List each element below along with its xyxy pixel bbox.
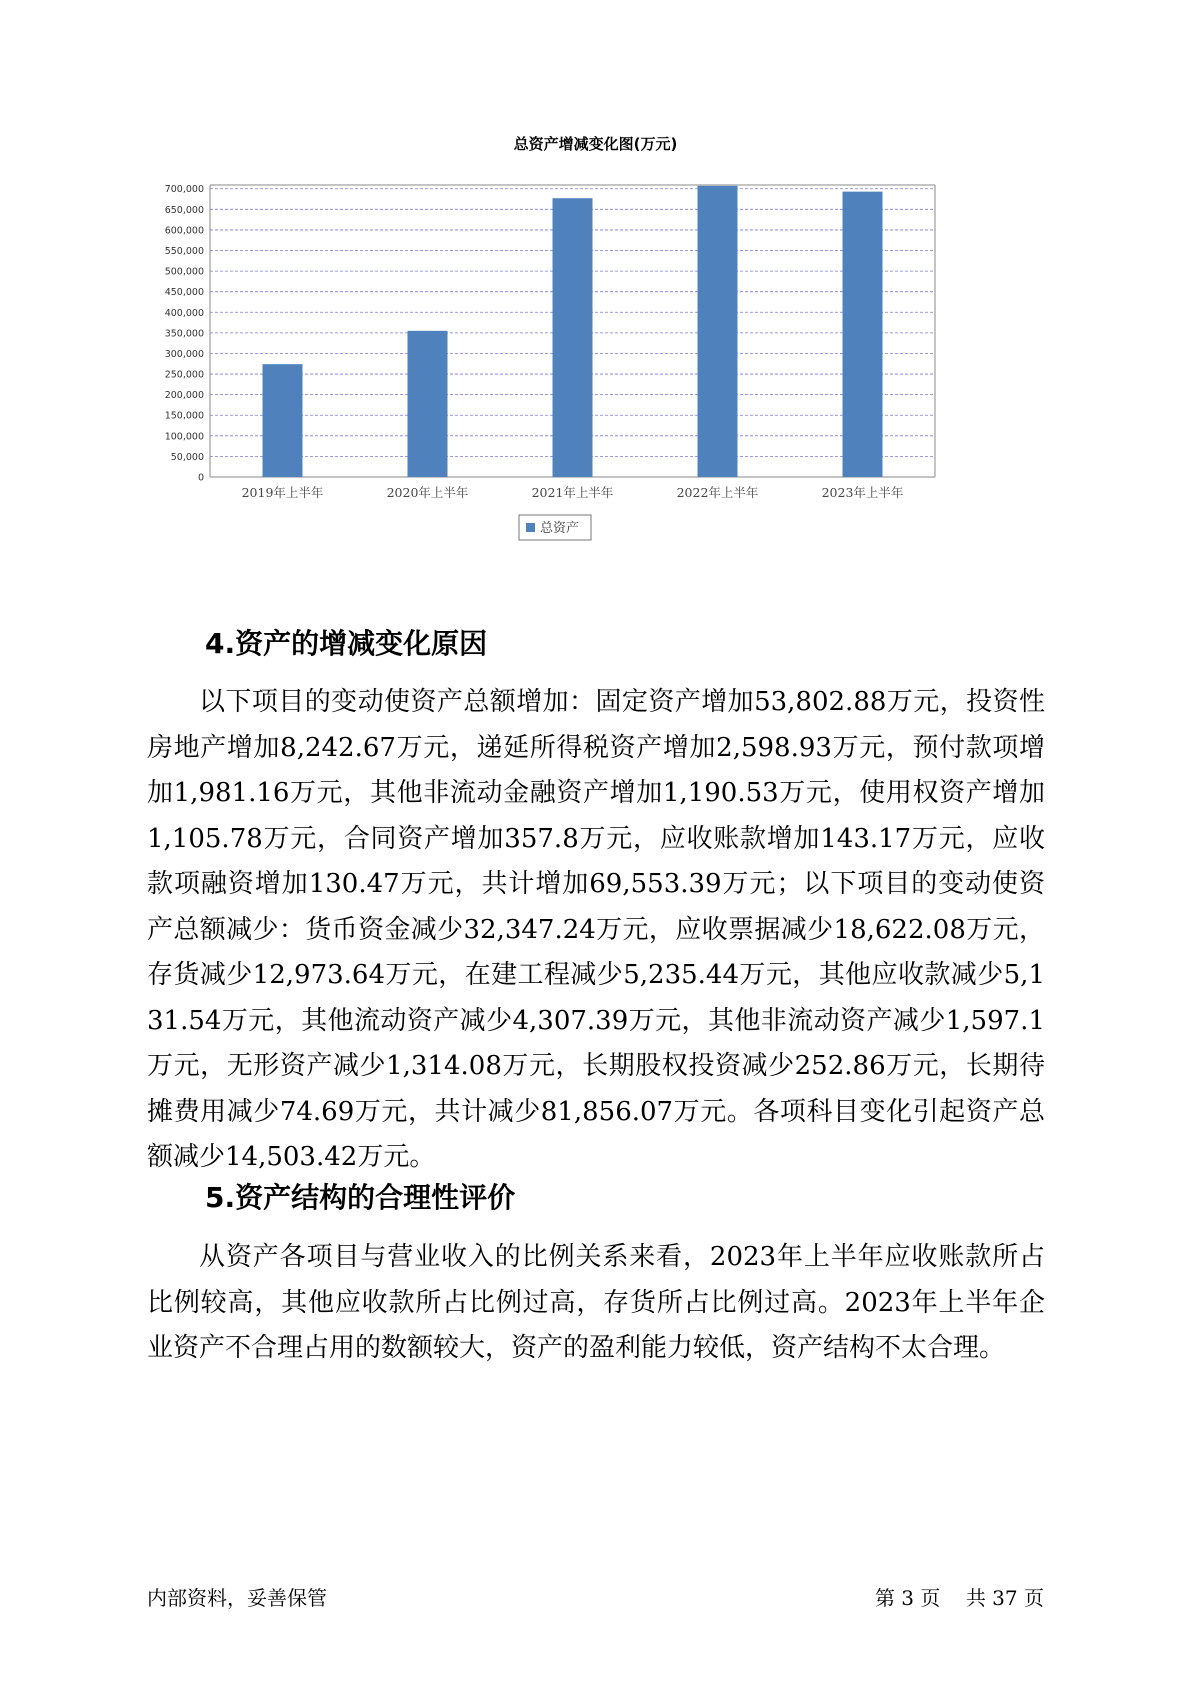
y-tick-label: 650,000 [164,204,204,216]
bar [698,186,738,477]
footer-page-info [875,1585,1044,1611]
y-tick-label: 300,000 [164,348,204,360]
bar [553,198,593,477]
bar [263,364,303,477]
legend-label: 总资产 [540,521,580,536]
bar [408,331,448,477]
chart-title: 总资产增减变化图(万元) [513,135,678,153]
y-tick-label: 600,000 [164,225,204,237]
x-tick-label: 2021年上半年 [531,485,614,500]
y-tick-label: 450,000 [164,287,204,299]
y-tick-label: 350,000 [164,328,204,340]
y-tick-label: 50,000 [170,451,204,463]
section-4-paragraph: 以下项目的变动使资产总额增加：固定资产增加53,802.88万元，投资性房地产增加8,242.67万元，递延所得税资产增加2,598.93万元，预付款项增加1,981.16万元，其他非流动金融资产增加1,190.53万元，使用权资产增加1,105.78万元，合同资产增加357.8万元，应收账款增加143.17万元，应收款项融资增加130.47万元，共计增加69,553.39万元；以下项目的变动使资产总额减少：货币资金减少32,347.24万元，应收票据减少18,622.08万元，存货减少12,973.64万元，在建工程减少5,235.44万元，其他应收款减少5,131.54万元，其他流动资产减少4,307.39万元，其他非流动资产减少1,597.1万元，无形资产减少1,314.08万元，长期股权投资减少252.86万元，长期待摊费用减少74.69万元，共计减少81,856.07万元。各项科目变化引起资产总额减少14,503.42万元。 [147,687,1045,1172]
section-5-heading: 5.资产结构的合理性评价 [205,1181,516,1214]
section-4-heading: 4.资产的增减变化原因 [205,627,488,660]
total-assets-chart [150,135,1030,595]
y-tick-label: 550,000 [164,246,204,258]
footer-page-number: 第 3 页 [874,1586,941,1610]
x-tick-label: 2020年上半年 [386,485,469,500]
x-tick-label: 2019年上半年 [241,485,324,500]
y-tick-label: 700,000 [164,184,204,196]
y-tick-label: 100,000 [164,431,204,443]
footer-confidential-note: 内部资料，妥善保管 [147,1586,327,1610]
bar [843,192,883,477]
y-tick-label: 0 [197,472,204,484]
y-tick-label: 250,000 [164,369,204,381]
legend-swatch [526,523,535,532]
y-tick-label: 150,000 [164,410,204,422]
footer-total-pages: 共 37 页 [965,1586,1044,1610]
section-5-paragraph: 从资产各项目与营业收入的比例关系来看，2023年上半年应收账款所占比例较高，其他应收款所占比例过高，存货所占比例过高。2023年上半年企业资产不合理占用的数额较大，资产的盈利能力较低，资产结构不太合理。 [147,1242,1045,1363]
y-tick-label: 200,000 [164,390,204,402]
y-tick-label: 500,000 [164,266,204,278]
chart-svg [150,135,1030,595]
x-tick-label: 2023年上半年 [821,485,904,500]
y-tick-label: 400,000 [164,307,204,319]
x-tick-label: 2022年上半年 [676,485,759,500]
